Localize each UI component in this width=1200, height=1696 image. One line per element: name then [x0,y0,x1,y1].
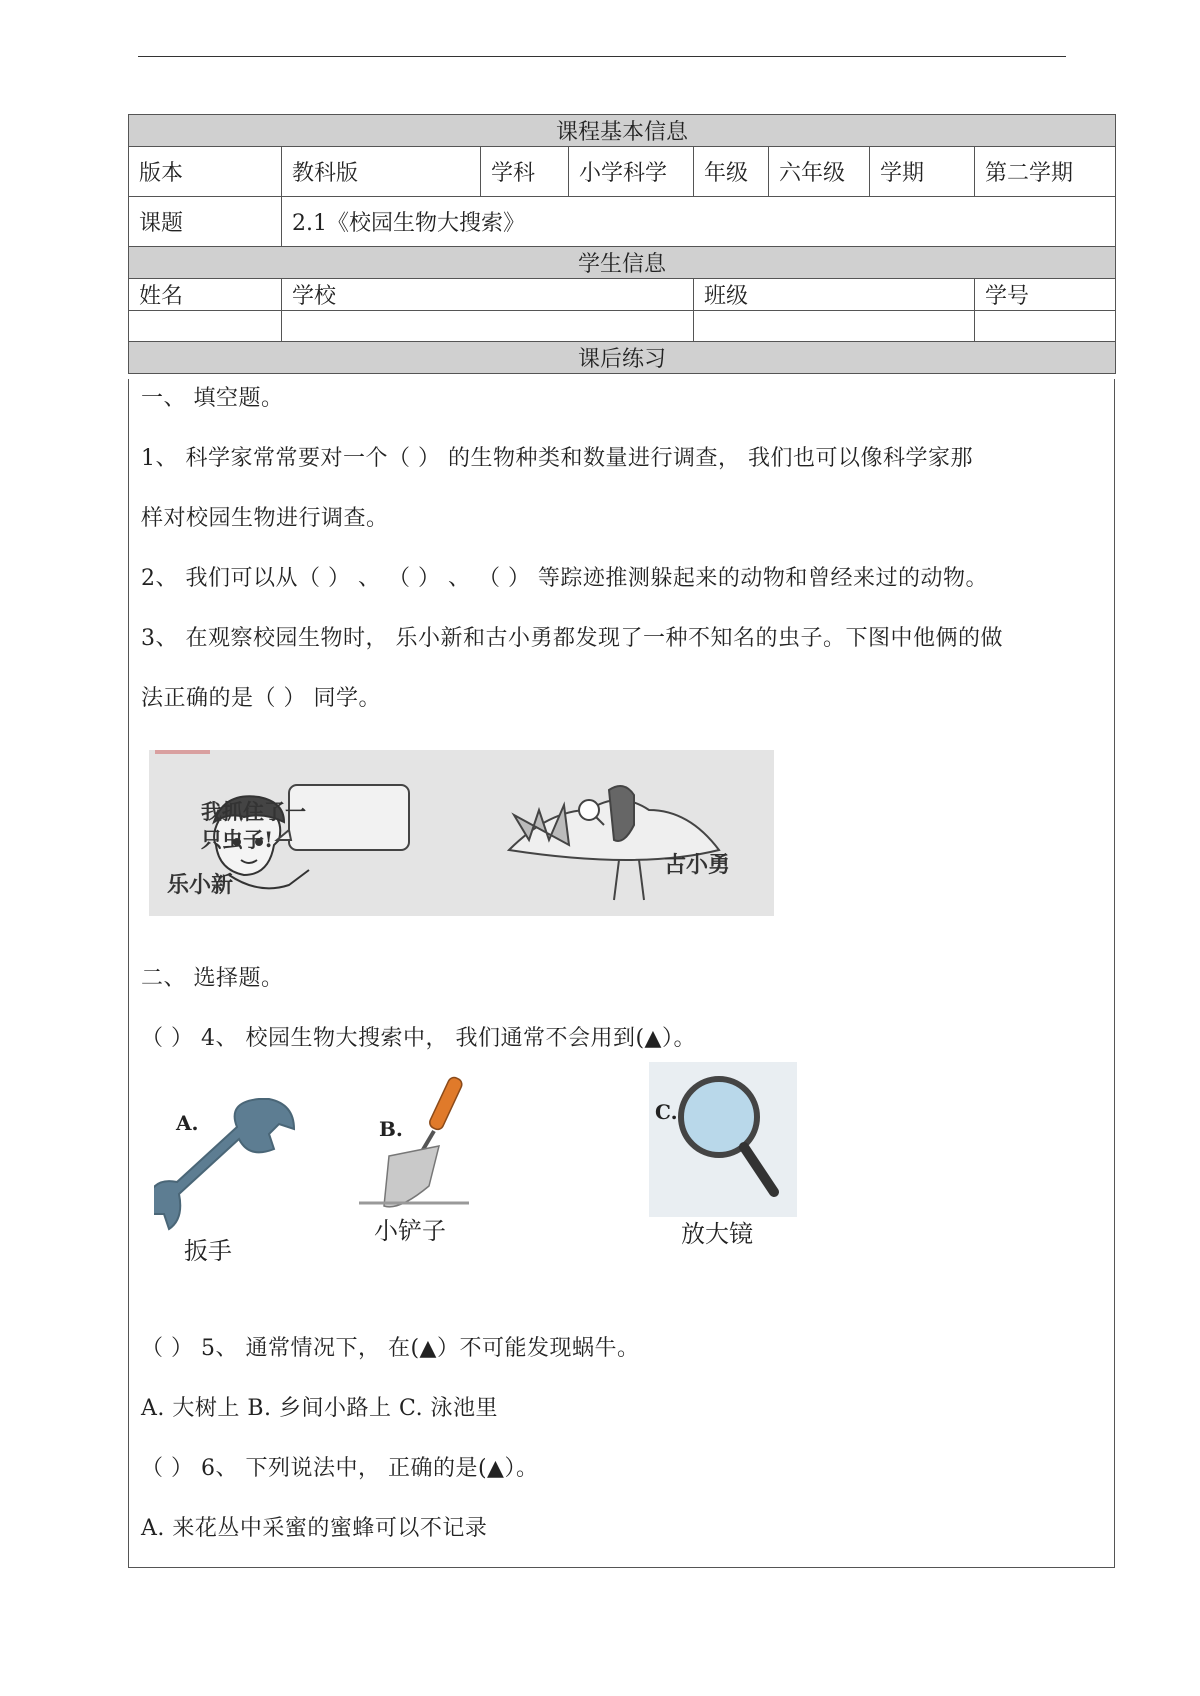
exercise-header-row [129,342,1116,374]
option-b-letter: B. [379,1117,403,1141]
student-labels-row [129,279,1116,311]
topic-row [129,197,1116,247]
magnifier-icon [649,1062,797,1217]
option-c-letter: C. [655,1100,678,1124]
option-a-letter: A. [176,1111,199,1135]
student-id-label: 学号 [975,279,1116,311]
speech-bubble-text: 我抓住了一只虫子! [201,799,306,852]
name-field[interactable] [129,311,282,342]
section-choice-title: 二、 选择题。 [141,966,284,991]
name-label: 姓名 [129,279,282,311]
trowel-icon [359,1071,489,1221]
section-fill-blank-title: 一、 填空题。 [141,386,284,411]
option-b-caption: 小铲子 [374,1217,446,1245]
question-3-line-1: 3、 在观察校园生物时， 乐小新和古小勇都发现了一种不知名的虫子。下图中他俩的做 [141,626,1003,651]
topic-value: 2.1《校园生物大搜索》 [282,197,1116,247]
question-1-line-2: 样对校园生物进行调查。 [141,506,389,531]
option-c-caption: 放大镜 [681,1220,753,1248]
course-info-header-row [129,115,1116,147]
page-header-rule [138,56,1066,57]
student-id-field[interactable] [975,311,1116,342]
info-table [128,114,1116,374]
term-value: 第二学期 [975,147,1116,197]
subject-label: 学科 [481,147,569,197]
school-field[interactable] [282,311,694,342]
insect-observation-picture [149,750,774,916]
question-6: （ ） 6、 下列说法中， 正确的是(▲）。 [141,1456,539,1481]
question-6-option-a: A. 来花丛中采蜜的蜜蜂可以不记录 [141,1516,488,1541]
student-values-row [129,311,1116,342]
question-2: 2、 我们可以从（ ） 、 （ ） 、 （ ） 等踪迹推测躲起来的动物和曾经来过的动物。 [141,566,988,591]
topic-label: 课题 [129,197,282,247]
exercise-section [128,379,1115,1568]
option-a-wrench [154,1091,304,1271]
photo-label-le-xiaoxin: 乐小新 [167,872,234,898]
question-1-line-1: 1、 科学家常常要对一个（ ） 的生物种类和数量进行调查， 我们也可以像科学家那 [141,446,973,471]
course-details-row [129,147,1116,197]
photo-label-gu-xiaoyong: 古小勇 [664,852,731,878]
option-a-caption: 扳手 [184,1237,232,1265]
edition-label: 版本 [129,147,282,197]
question-5: （ ） 5、 通常情况下， 在(▲）不可能发现蜗牛。 [141,1336,640,1361]
question-3-line-2: 法正确的是（ ） 同学。 [141,686,381,711]
edition-value: 教科版 [282,147,481,197]
school-label: 学校 [282,279,694,311]
grade-value: 六年级 [769,147,870,197]
question-5-options: A. 大树上 B. 乡间小路上 C. 泳池里 [141,1396,499,1421]
course-info-header: 课程基本信息 [129,115,1116,147]
exercise-header: 课后练习 [129,342,1116,374]
option-b-trowel [359,1071,489,1271]
wrench-icon [154,1091,304,1241]
class-label: 班级 [694,279,975,311]
class-field[interactable] [694,311,975,342]
term-label: 学期 [870,147,975,197]
question-4: （ ） 4、 校园生物大搜索中， 我们通常不会用到(▲）。 [141,1026,696,1051]
subject-value: 小学科学 [569,147,694,197]
option-c-magnifier [649,1062,797,1262]
student-info-header: 学生信息 [129,247,1116,279]
grade-label: 年级 [694,147,769,197]
student-info-header-row [129,247,1116,279]
